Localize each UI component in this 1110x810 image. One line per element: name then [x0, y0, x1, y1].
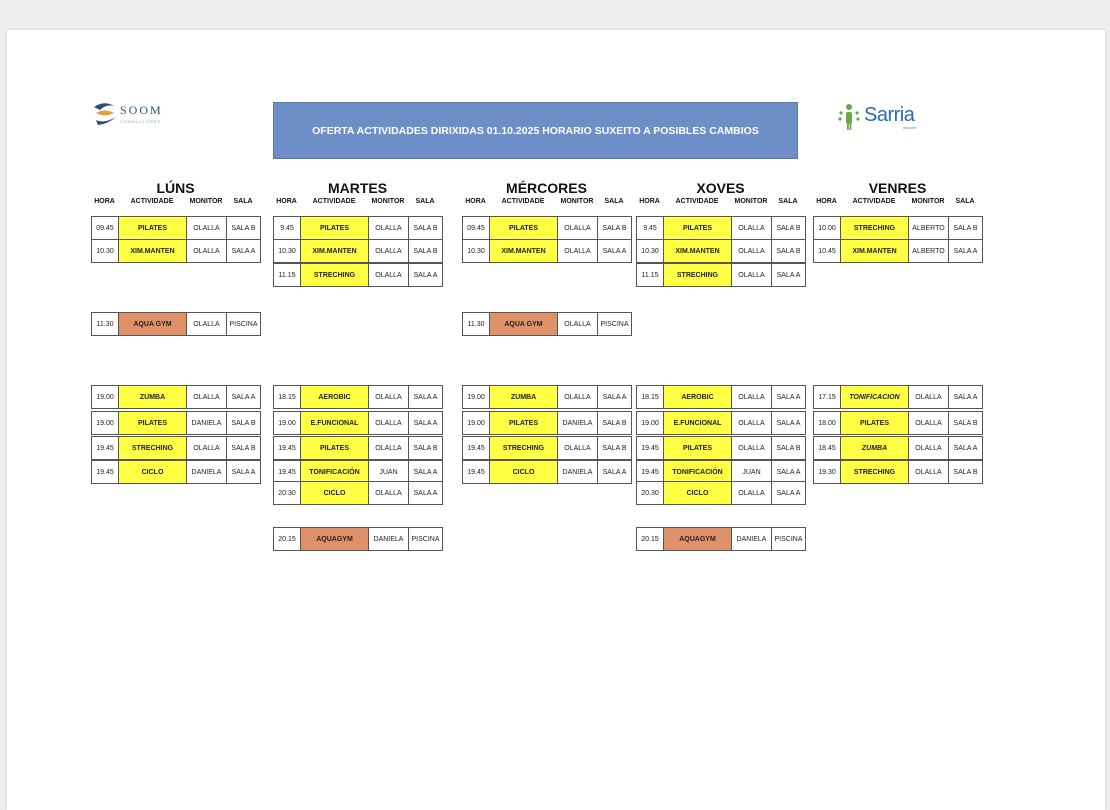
- schedule-cell-monitor: OLALLA: [908, 460, 949, 484]
- schedule-cell-actividade: STRECHING: [663, 263, 732, 287]
- schedule-cell-hora: 19.30: [813, 460, 841, 484]
- soom-swirl-logo-icon: [90, 98, 120, 128]
- schedule-cell-actividade: PILATES: [489, 411, 558, 435]
- schedule-cell-monitor: OLALLA: [908, 436, 949, 460]
- schedule-cell-sala: SALA A: [771, 411, 806, 435]
- schedule-cell-sala: SALA A: [948, 436, 983, 460]
- schedule-cell-hora: 10.30: [636, 239, 664, 263]
- schedule-cell-sala: SALA B: [597, 216, 632, 240]
- column-header-monitor: MONITOR: [371, 198, 405, 205]
- schedule-cell-actividade: TONIFICACIÓN: [300, 460, 369, 484]
- schedule-cell-hora: 20.30: [636, 481, 664, 505]
- schedule-cell-hora: 19.45: [273, 460, 301, 484]
- schedule-cell-actividade: PILATES: [489, 216, 558, 240]
- schedule-cell-actividade: XIM.MANTEN: [489, 239, 558, 263]
- schedule-cell-hora: 18.00: [813, 411, 841, 435]
- schedule-cell-hora: 19.45: [91, 436, 119, 460]
- schedule-cell-sala: SALA A: [771, 460, 806, 484]
- schedule-cell-hora: 10.30: [273, 239, 301, 263]
- schedule-cell-actividade: STRECHING: [840, 216, 909, 240]
- soom-logo-name: SOOM: [120, 103, 163, 117]
- day-title: VENRES: [868, 180, 927, 196]
- sarria-logo-tagline: deporte: [903, 125, 917, 130]
- schedule-cell-actividade: STRECHING: [489, 436, 558, 460]
- schedule-cell-hora: 10.30: [462, 239, 490, 263]
- day-title: MARTES: [327, 180, 388, 196]
- schedule-cell-monitor: OLALLA: [557, 385, 598, 409]
- schedule-cell-actividade: STRECHING: [300, 263, 369, 287]
- column-header-monitor: MONITOR: [189, 198, 223, 205]
- schedule-cell-actividade: AQUAGYM: [300, 527, 369, 551]
- schedule-cell-actividade: XIM.MANTEN: [118, 239, 187, 263]
- schedule-cell-sala: SALA A: [408, 263, 443, 287]
- schedule-cell-hora: 11.30: [462, 312, 490, 336]
- schedule-cell-monitor: OLALLA: [557, 239, 598, 263]
- schedule-cell-hora: 19.00: [273, 411, 301, 435]
- column-header-monitor: MONITOR: [560, 198, 594, 205]
- schedule-cell-actividade: XIM.MANTEN: [840, 239, 909, 263]
- schedule-cell-hora: 19.45: [636, 436, 664, 460]
- schedule-cell-monitor: ALBERTO: [908, 216, 949, 240]
- schedule-cell-actividade: ZUMBA: [489, 385, 558, 409]
- schedule-cell-sala: SALA A: [226, 460, 261, 484]
- schedule-cell-sala: SALA A: [408, 481, 443, 505]
- schedule-title: OFERTA ACTIVIDADES DIRIXIDAS 01.10.2025 HORARIO SUXEITO A POSIBLES CAMBIOS: [312, 124, 759, 137]
- schedule-cell-sala: SALA B: [226, 411, 261, 435]
- schedule-cell-monitor: OLALLA: [186, 216, 227, 240]
- schedule-cell-sala: SALA B: [226, 216, 261, 240]
- column-header-hora: HORA: [465, 198, 486, 205]
- schedule-cell-actividade: AQUA GYM: [118, 312, 187, 336]
- schedule-cell-sala: SALA B: [408, 239, 443, 263]
- schedule-cell-actividade: CICLO: [489, 460, 558, 484]
- column-header-sala: SALA: [415, 198, 435, 205]
- column-header-actividade: ACTIVIDADE: [501, 198, 545, 205]
- column-header-hora: HORA: [639, 198, 660, 205]
- schedule-cell-monitor: OLALLA: [186, 385, 227, 409]
- sarria-figure-logo-icon: [836, 103, 862, 131]
- schedule-cell-sala: SALA B: [408, 216, 443, 240]
- schedule-cell-monitor: OLALLA: [731, 436, 772, 460]
- column-header-sala: SALA: [233, 198, 253, 205]
- sarria-logo: [836, 103, 936, 133]
- schedule-cell-monitor: JUAN: [368, 460, 409, 484]
- schedule-cell-monitor: OLALLA: [186, 436, 227, 460]
- schedule-cell-sala: SALA A: [948, 239, 983, 263]
- schedule-cell-sala: SALA B: [226, 436, 261, 460]
- schedule-cell-monitor: OLALLA: [557, 312, 598, 336]
- schedule-cell-monitor: DANIELA: [368, 527, 409, 551]
- schedule-cell-actividade: PILATES: [118, 216, 187, 240]
- schedule-cell-sala: SALA B: [771, 216, 806, 240]
- schedule-cell-sala: PISCINA: [597, 312, 632, 336]
- schedule-cell-sala: SALA A: [948, 385, 983, 409]
- schedule-cell-monitor: OLALLA: [731, 263, 772, 287]
- schedule-cell-sala: SALA A: [771, 263, 806, 287]
- column-header-monitor: MONITOR: [734, 198, 768, 205]
- schedule-cell-sala: SALA A: [597, 385, 632, 409]
- schedule-cell-actividade: PILATES: [663, 216, 732, 240]
- schedule-cell-hora: 17.15: [813, 385, 841, 409]
- schedule-cell-actividade: AEROBIC: [300, 385, 369, 409]
- schedule-cell-monitor: ALBERTO: [908, 239, 949, 263]
- schedule-cell-sala: PISCINA: [408, 527, 443, 551]
- schedule-cell-monitor: OLALLA: [186, 312, 227, 336]
- day-title: LÚNS: [156, 180, 195, 196]
- schedule-cell-hora: 20.15: [273, 527, 301, 551]
- schedule-cell-monitor: OLALLA: [731, 411, 772, 435]
- schedule-cell-monitor: OLALLA: [731, 239, 772, 263]
- schedule-cell-monitor: DANIELA: [731, 527, 772, 551]
- schedule-cell-monitor: OLALLA: [557, 216, 598, 240]
- schedule-cell-hora: 19.45: [273, 436, 301, 460]
- schedule-cell-hora: 18.15: [636, 385, 664, 409]
- schedule-cell-actividade: PILATES: [840, 411, 909, 435]
- schedule-cell-sala: SALA A: [226, 239, 261, 263]
- schedule-cell-sala: SALA B: [948, 460, 983, 484]
- schedule-cell-monitor: OLALLA: [557, 436, 598, 460]
- soom-logo: [90, 98, 180, 132]
- schedule-cell-sala: SALA B: [597, 411, 632, 435]
- schedule-cell-hora: 10.00: [813, 216, 841, 240]
- schedule-cell-sala: SALA B: [771, 436, 806, 460]
- schedule-cell-actividade: STRECHING: [118, 436, 187, 460]
- schedule-cell-actividade: TONIFICACIÓN: [663, 460, 732, 484]
- schedule-cell-monitor: OLALLA: [368, 411, 409, 435]
- schedule-cell-monitor: OLALLA: [908, 385, 949, 409]
- schedule-cell-sala: SALA A: [408, 385, 443, 409]
- schedule-cell-sala: SALA A: [597, 239, 632, 263]
- schedule-cell-hora: 19.00: [91, 385, 119, 409]
- schedule-cell-actividade: ZUMBA: [840, 436, 909, 460]
- schedule-cell-monitor: OLALLA: [368, 385, 409, 409]
- column-header-actividade: ACTIVIDADE: [312, 198, 356, 205]
- schedule-cell-sala: SALA B: [948, 411, 983, 435]
- column-header-sala: SALA: [778, 198, 798, 205]
- column-header-hora: HORA: [94, 198, 115, 205]
- schedule-cell-sala: SALA A: [771, 385, 806, 409]
- schedule-cell-actividade: CICLO: [118, 460, 187, 484]
- schedule-cell-hora: 11.15: [273, 263, 301, 287]
- schedule-cell-actividade: PILATES: [300, 436, 369, 460]
- schedule-cell-hora: 19.45: [462, 460, 490, 484]
- schedule-cell-hora: 10.45: [813, 239, 841, 263]
- column-header-hora: HORA: [816, 198, 837, 205]
- schedule-cell-hora: 19.00: [462, 385, 490, 409]
- schedule-cell-hora: 19.00: [636, 411, 664, 435]
- schedule-cell-monitor: OLALLA: [368, 216, 409, 240]
- schedule-cell-hora: 20.30: [273, 481, 301, 505]
- column-header-actividade: ACTIVIDADE: [675, 198, 719, 205]
- column-header-sala: SALA: [955, 198, 975, 205]
- schedule-cell-actividade: CICLO: [300, 481, 369, 505]
- day-title: XOVES: [696, 180, 745, 196]
- schedule-cell-sala: SALA A: [597, 460, 632, 484]
- schedule-cell-actividade: XIM.MANTEN: [300, 239, 369, 263]
- schedule-cell-monitor: OLALLA: [908, 411, 949, 435]
- schedule-cell-monitor: OLALLA: [368, 481, 409, 505]
- schedule-cell-hora: 20.15: [636, 527, 664, 551]
- schedule-cell-monitor: DANIELA: [557, 411, 598, 435]
- day-title: MÉRCORES: [506, 180, 587, 196]
- schedule-cell-sala: PISCINA: [771, 527, 806, 551]
- column-header-monitor: MONITOR: [911, 198, 945, 205]
- schedule-cell-monitor: DANIELA: [186, 411, 227, 435]
- schedule-cell-actividade: STRECHING: [840, 460, 909, 484]
- column-header-actividade: ACTIVIDADE: [852, 198, 896, 205]
- schedule-cell-sala: SALA A: [771, 481, 806, 505]
- schedule-cell-actividade: PILATES: [118, 411, 187, 435]
- soom-logo-tagline: CONSULTORES: [120, 119, 162, 124]
- schedule-cell-hora: 19.45: [91, 460, 119, 484]
- sarria-logo-name: Sarria: [864, 104, 915, 126]
- schedule-cell-hora: 09.45: [91, 216, 119, 240]
- schedule-cell-sala: SALA B: [948, 216, 983, 240]
- schedule-cell-monitor: DANIELA: [557, 460, 598, 484]
- schedule-cell-monitor: OLALLA: [368, 239, 409, 263]
- schedule-cell-sala: PISCINA: [226, 312, 261, 336]
- schedule-cell-hora: 09.45: [462, 216, 490, 240]
- schedule-cell-hora: 19.00: [91, 411, 119, 435]
- schedule-cell-hora: 9.45: [636, 216, 664, 240]
- schedule-cell-hora: 19.45: [462, 436, 490, 460]
- schedule-cell-sala: SALA B: [771, 239, 806, 263]
- schedule-cell-sala: SALA B: [597, 436, 632, 460]
- schedule-cell-actividade: E.FUNCIONAL: [300, 411, 369, 435]
- schedule-cell-actividade: ZUMBA: [118, 385, 187, 409]
- schedule-cell-actividade: CICLO: [663, 481, 732, 505]
- schedule-cell-hora: 18.15: [273, 385, 301, 409]
- schedule-cell-monitor: OLALLA: [186, 239, 227, 263]
- schedule-cell-sala: SALA A: [408, 460, 443, 484]
- schedule-cell-monitor: OLALLA: [731, 216, 772, 240]
- schedule-cell-hora: 9.45: [273, 216, 301, 240]
- schedule-cell-sala: SALA A: [226, 385, 261, 409]
- schedule-cell-actividade: PILATES: [300, 216, 369, 240]
- schedule-cell-sala: SALA A: [408, 411, 443, 435]
- schedule-cell-hora: 19.45: [636, 460, 664, 484]
- column-header-sala: SALA: [604, 198, 624, 205]
- schedule-cell-hora: 11.30: [91, 312, 119, 336]
- column-header-hora: HORA: [276, 198, 297, 205]
- schedule-cell-monitor: OLALLA: [731, 481, 772, 505]
- schedule-cell-monitor: OLALLA: [731, 385, 772, 409]
- schedule-cell-actividade: E.FUNCIONAL: [663, 411, 732, 435]
- schedule-cell-hora: 10.30: [91, 239, 119, 263]
- column-header-actividade: ACTIVIDADE: [130, 198, 174, 205]
- schedule-cell-actividade: AEROBIC: [663, 385, 732, 409]
- schedule-cell-monitor: JUAN: [731, 460, 772, 484]
- schedule-cell-monitor: DANIELA: [186, 460, 227, 484]
- schedule-cell-monitor: OLALLA: [368, 263, 409, 287]
- schedule-cell-actividade: TONIFICACION: [840, 385, 909, 409]
- schedule-cell-sala: SALA B: [408, 436, 443, 460]
- schedule-cell-actividade: AQUAGYM: [663, 527, 732, 551]
- schedule-cell-hora: 19.00: [462, 411, 490, 435]
- schedule-cell-actividade: AQUA GYM: [489, 312, 558, 336]
- schedule-cell-actividade: PILATES: [663, 436, 732, 460]
- schedule-title-banner: [273, 102, 798, 159]
- schedule-cell-hora: 18.45: [813, 436, 841, 460]
- schedule-cell-hora: 11.15: [636, 263, 664, 287]
- schedule-cell-monitor: OLALLA: [368, 436, 409, 460]
- schedule-cell-actividade: XIM.MANTEN: [663, 239, 732, 263]
